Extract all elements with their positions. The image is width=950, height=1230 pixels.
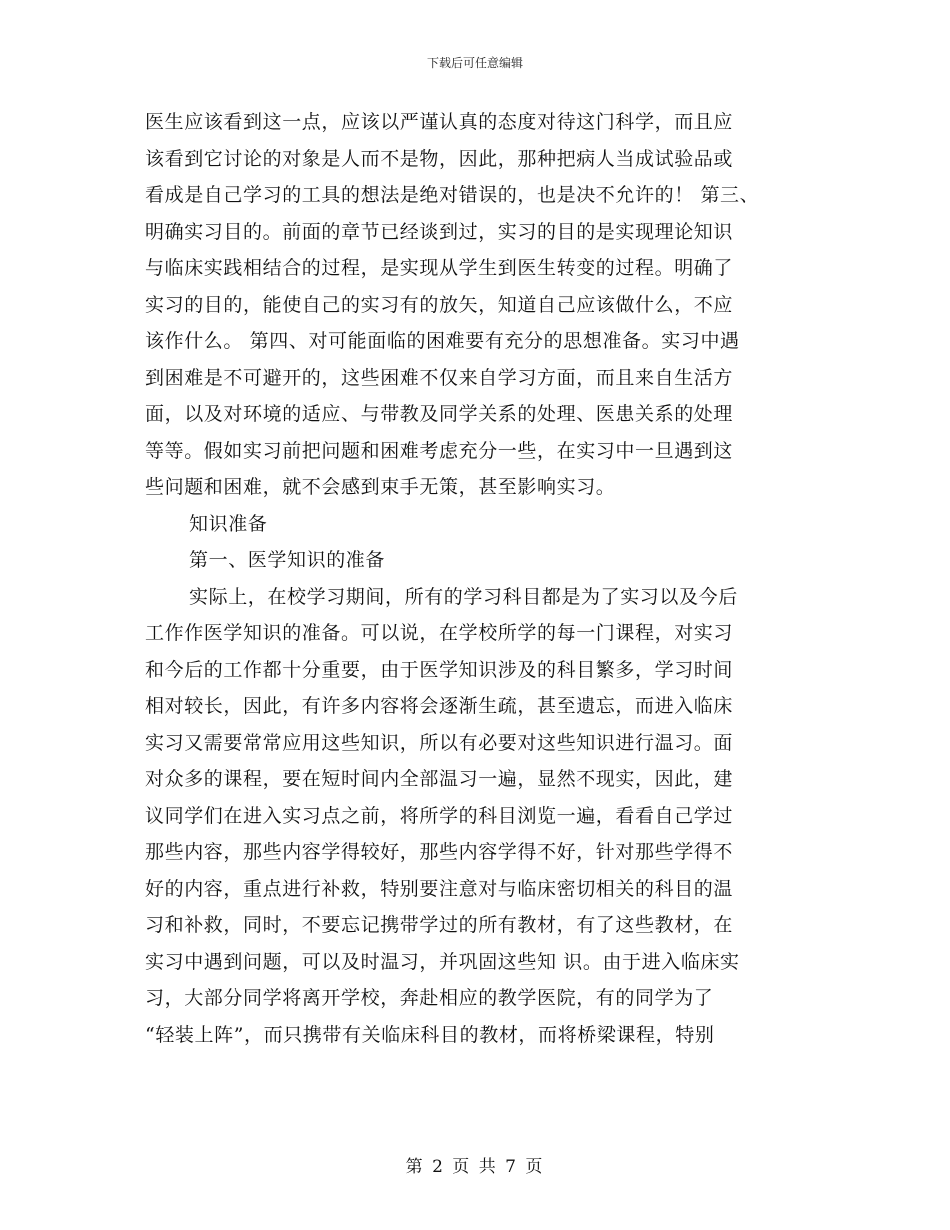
text-line: 习，大部分同学将离开学校，奔赴相应的教学医院，有的同学为了 — [145, 987, 714, 1009]
text-line: 实际上，在校学习期间，所有的学习科目都是为了实习以及今后 — [189, 585, 738, 608]
text-line: 该作什么。 第四、对可能面临的困难要有充分的思想准备。实习中遇 — [145, 330, 740, 352]
text-line: 和今后的工作都十分重要，由于医学知识涉及的科目繁多，学习时间 — [145, 658, 734, 681]
text-line: 好的内容，重点进行补救，特别要注意对与临床密切相关的科目的温 — [145, 877, 734, 900]
text-line: 与临床实践相结合的过程，是实现从学生到医生转变的过程。明确了 — [145, 257, 734, 279]
page-number-footer: 第 2 页 共 7 页 — [405, 1157, 545, 1177]
text-line: 实习的目的，能使自己的实习有的放矢，知道自己应该做什么，不应 — [145, 293, 734, 316]
text-line: 议同学们在进入实习点之前，将所学的科目浏览一遍，看看自己学过 — [145, 804, 734, 827]
text-line: 该看到它讨论的对象是人而不是物，因此，那种把病人当成试验品或 — [145, 147, 734, 170]
text-line: 习和补救，同时，不要忘记携带学过的所有教材，有了这些教材，在 — [145, 914, 734, 936]
text-line: 工作作医学知识的准备。可以说，在学校所学的每一门课程，对实习 — [145, 622, 734, 644]
text-line: 第一、医学知识的准备 — [189, 549, 386, 571]
text-line: 相对较长，因此，有许多内容将会逐渐生疏，甚至遗忘，而进入临床 — [145, 695, 734, 717]
text-line: 看成是自己学习的工具的想法是绝对错误的，也是决不允许的！ 第三、 — [145, 184, 760, 206]
text-line: 医生应该看到这一点，应该以严谨认真的态度对待这门科学，而且应 — [145, 111, 734, 133]
text-line: 对众多的课程，要在短时间内全部温习一遍，显然不现实，因此，建 — [145, 768, 734, 790]
text-line: 到困难是不可避开的，这些困难不仅来自学习方面，而且来自生活方 — [145, 366, 734, 389]
text-line: 些问题和困难，就不会感到束手无策，甚至影响实习。 — [145, 476, 616, 498]
document-body — [145, 104, 835, 1053]
text-line: 知识准备 — [189, 512, 268, 535]
text-line: “轻装上阵”，而只携带有关临床科目的教材，而将桥梁课程，特别 — [145, 1023, 715, 1046]
text-line: 那些内容，那些内容学得较好，那些内容学得不好，针对那些学得不 — [145, 841, 734, 863]
text-line: 等等。假如实习前把问题和困难考虑充分一些，在实习中一旦遇到这 — [145, 439, 734, 462]
text-line: 明确实习目的。前面的章节已经谈到过，实习的目的是实现理论知识 — [145, 220, 734, 243]
text-line: 面，以及对环境的适应、与带教及同学关系的处理、医患关系的处理 — [145, 403, 734, 425]
page-header: 下载后可任意编辑 — [426, 56, 523, 70]
text-line: 实习中遇到问题，可以及时温习，并巩固这些知 识。由于进入临床实 — [145, 950, 740, 973]
text-line: 实习又需要常常应用这些知识，所以有必要对这些知识进行温习。面 — [145, 731, 734, 754]
